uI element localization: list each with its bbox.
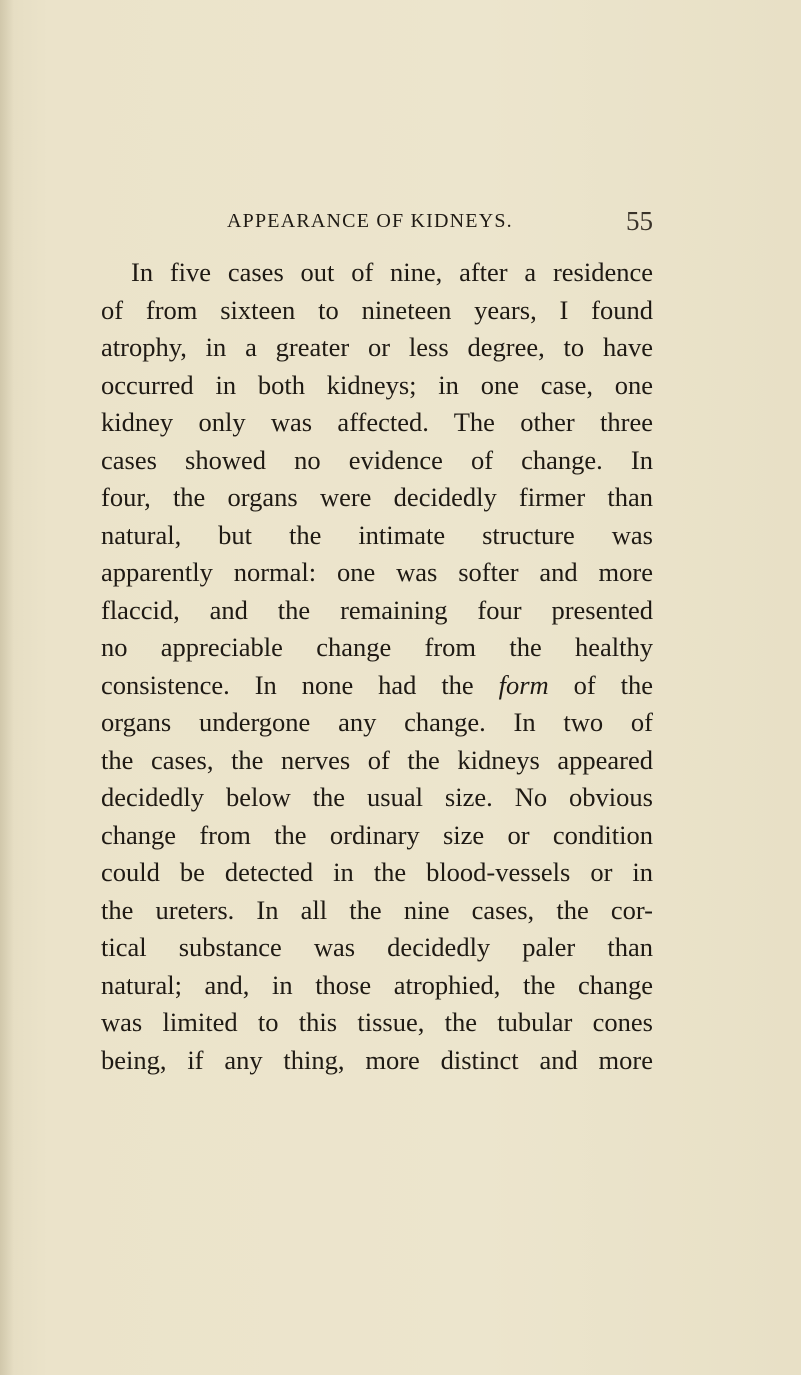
text-line: flaccid, and the remaining four presented [101,594,653,625]
text-line: decidedly below the usual size. No obvious [101,782,653,812]
text-line: being, if any thing, more distinct and more [101,1044,653,1075]
running-title: APPEARANCE OF KIDNEYS. [227,210,513,232]
text-line: change from the ordinary size or condition [101,819,653,850]
text-line: could be detected in the blood-vessels or in [101,857,653,887]
text-line: natural, but the intimate structure was [101,519,653,550]
text-line: the cases, the nerves of the kidneys appeared [101,744,653,775]
text-line: tical substance was decidedly paler than [101,932,653,962]
page-number: 55 [626,206,653,236]
text-line: four, the organs were decidedly firmer than [101,482,653,512]
body-paragraph [101,254,653,1079]
text-line: In five cases out of nine, after a residence [131,257,653,287]
text-line-with-italic [101,667,653,705]
text-line: no appreciable change from the healthy [101,632,653,662]
text-line: occurred in both kidneys; in one case, one [101,369,653,400]
running-head [227,204,653,238]
text-line: kidney only was affected. The other three [101,407,653,437]
italic-word: form [498,669,549,700]
text-line: atrophy, in a greater or less degree, to have [101,332,653,362]
text-line: cases showed no evidence of change. In [101,444,653,475]
text-line: natural; and, in those atrophied, the change [101,969,653,1000]
text-line: apparently normal: one was softer and more [101,557,653,587]
text-line: of from sixteen to nineteen years, I found [101,294,653,325]
gutter-shadow [0,0,14,1375]
text-segment: of the [548,669,654,700]
text-segment: consistence. In none had the [101,669,499,700]
text-line: organs undergone any change. In two of [101,707,653,737]
text-line: the ureters. In all the nine cases, the cor- [101,894,653,925]
text-line: was limited to this tissue, the tubular cones [101,1007,653,1037]
